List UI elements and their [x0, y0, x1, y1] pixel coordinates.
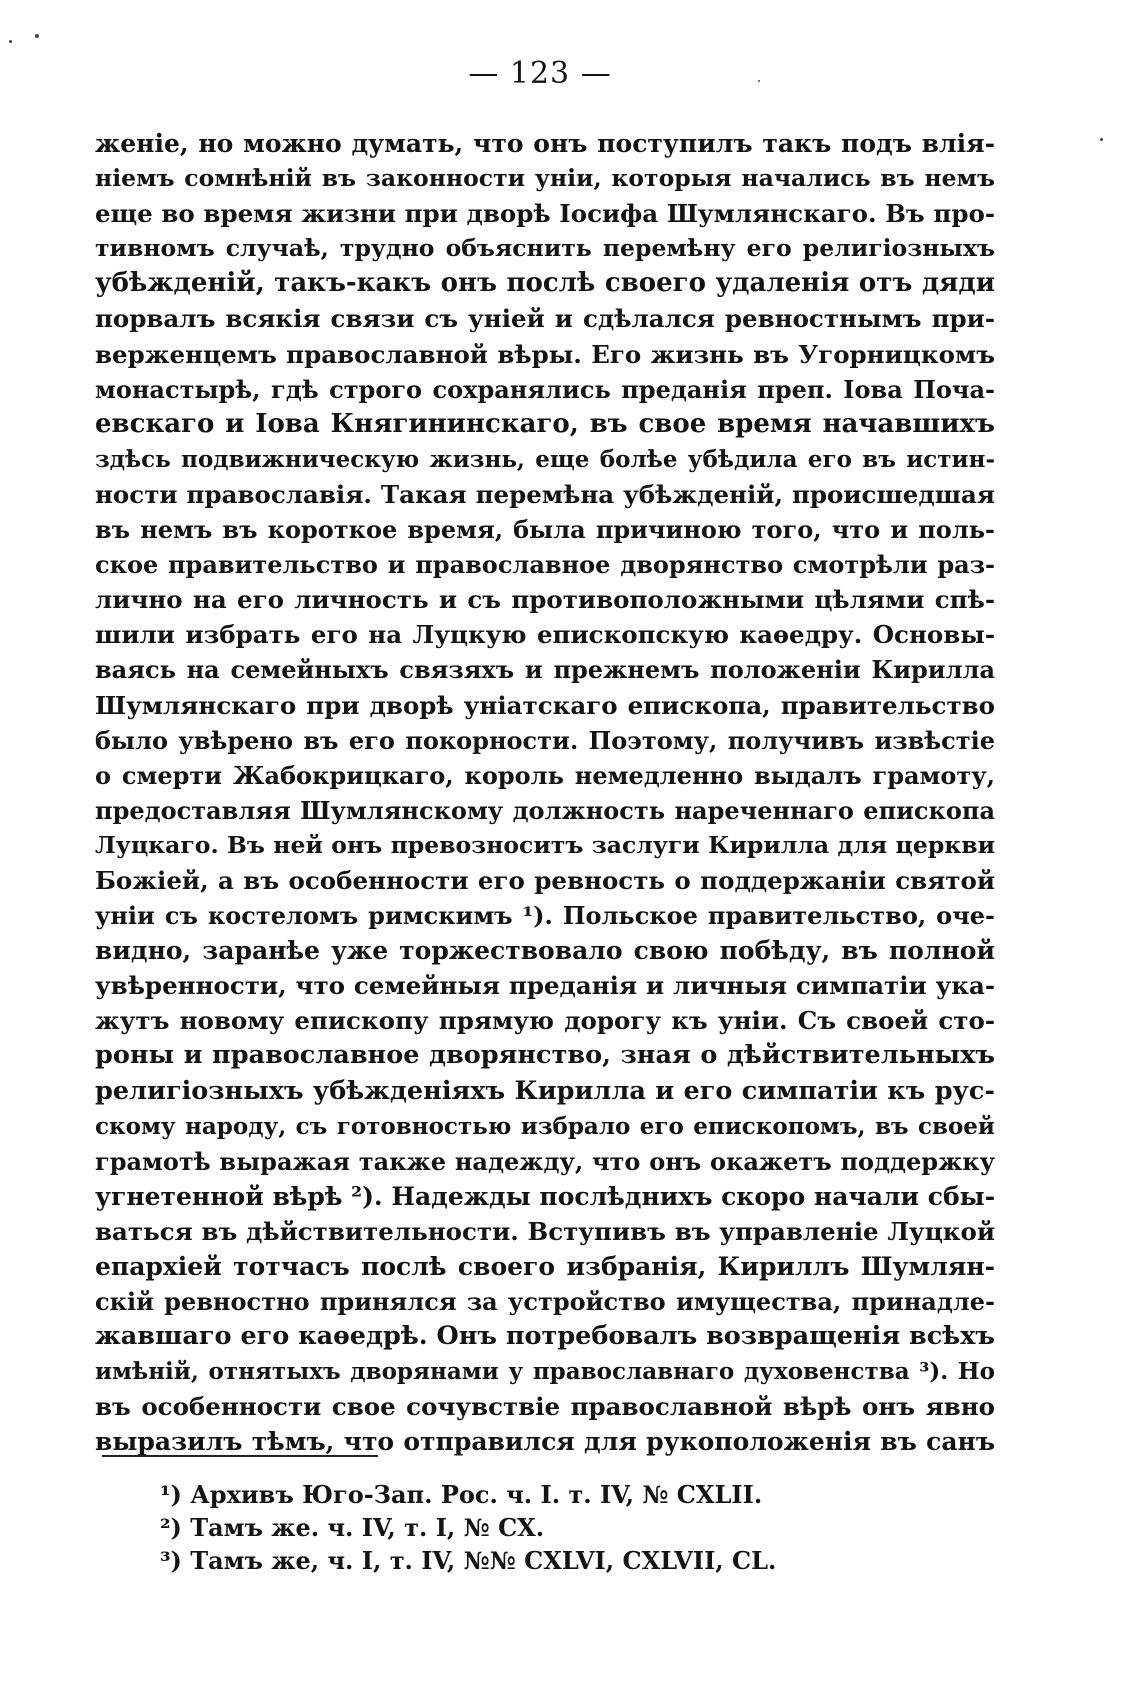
- scan-speck: [9, 40, 12, 43]
- footnote-2: [160, 1511, 860, 1544]
- footnote-mark: ³): [160, 1546, 182, 1575]
- footnote-text: Архивъ Юго-Зап. Рос. ч. I. т. IV, № CXLII.: [190, 1480, 763, 1509]
- footnote-text: Тамъ же. ч. IV, т. I, № CX.: [190, 1513, 545, 1542]
- text-line: религіозныхъ убѣжденіяхъ Кирилла и его симпатіи къ рус-: [95, 1075, 995, 1106]
- scan-speck: [35, 34, 39, 38]
- text-line: жутъ новому епископу прямую дорогу къ уніи. Съ своей сто-: [95, 1006, 995, 1036]
- text-line: женіе, но можно думать, что онъ поступилъ такъ подъ влія-: [95, 129, 995, 158]
- text-line: о смерти Жабокрицкаго, король немедленно выдалъ грамоту,: [95, 760, 995, 790]
- page-number: — 123 —: [468, 56, 612, 91]
- footnote-rule: [102, 1455, 378, 1457]
- footnote-mark: ¹): [160, 1480, 182, 1509]
- text-line: убѣжденій, такъ-какъ онъ послѣ своего удаленія отъ дяди: [95, 268, 995, 299]
- scan-speck: [1100, 138, 1103, 141]
- text-line: порвалъ всякія связи съ уніей и сдѣлался ревностнымъ при-: [95, 304, 995, 334]
- text-line: епархіей тотчасъ послѣ своего избранія, Кириллъ Шумлян-: [95, 1252, 995, 1281]
- footnote-3: [160, 1544, 860, 1577]
- text-line: видно, заранѣе уже торжествовало свою побѣду, въ полной: [95, 936, 995, 966]
- footnote-mark: ²): [160, 1513, 182, 1542]
- footnote-text: Тамъ же, ч. I, т. IV, №№ CXLVI, CXLVII, CL.: [190, 1546, 777, 1575]
- text-line: скому народу, съ готовностью избрало его епископомъ, въ своей: [95, 1112, 995, 1140]
- text-line: въ особенности свое сочувствіе православной вѣрѣ онъ явно: [95, 1392, 995, 1422]
- text-line: тивномъ случаѣ, трудно объяснить перемѣну его религіозныхъ: [95, 234, 995, 263]
- text-line: скій ревностно принялся за устройство имущества, принадле-: [95, 1287, 995, 1317]
- text-line: жавшаго его каѳедрѣ. Онъ потребовалъ возвращенія всѣхъ: [95, 1321, 995, 1352]
- text-line: Божіей, а въ особенности его ревность о поддержаніи святой: [95, 865, 995, 895]
- footnotes: [160, 1478, 860, 1577]
- text-line: ваться въ дѣйствительности. Вступивъ въ управленіе Луцкой: [95, 1216, 995, 1246]
- text-line: верженцемъ православной вѣры. Его жизнь въ Угорницкомъ: [95, 339, 995, 369]
- text-line: увѣренности, что семейныя преданія и личныя симпатіи ука-: [95, 971, 995, 1001]
- text-line: Шумлянскаго при дворѣ уніатскаго епископа, правительство: [95, 690, 995, 720]
- text-line: выразилъ тѣмъ, что отправился для рукоположенія въ санъ: [95, 1427, 995, 1457]
- text-line: угнетенной вѣрѣ ²). Надежды послѣднихъ скоро начали сбы-: [95, 1181, 996, 1211]
- text-line: здѣсь подвижническую жизнь, еще болѣе убѣдила его въ истин-: [95, 445, 995, 473]
- text-line: еще во время жизни при дворѣ Іосифа Шумлянскаго. Въ про-: [95, 199, 995, 229]
- text-line: лично на его личность и съ противоположными цѣлями спѣ-: [95, 585, 995, 615]
- text-line: ности православія. Такая перемѣна убѣжденій, происшедшая: [95, 479, 995, 509]
- body-text: [95, 126, 995, 1460]
- text-line: роны и православное дворянство, зная о дѣйствительныхъ: [95, 1040, 995, 1071]
- text-line: ніемъ сомнѣній въ законности уніи, которыя начались въ немъ: [95, 164, 995, 193]
- text-line: шили избрать его на Луцкую епископскую каѳедру. Основы-: [95, 620, 995, 650]
- text-line: было увѣрено въ его покорности. Поэтому, получивъ извѣстіе: [95, 725, 995, 755]
- text-line: евскаго и Іова Княгининскаго, въ свое время начавшихъ: [95, 408, 995, 439]
- text-line: грамотѣ выражая также надежду, что онъ окажетъ поддержку: [95, 1146, 995, 1176]
- text-line: ваясь на семейныхъ связяхъ и прежнемъ положеніи Кирилла: [95, 655, 995, 685]
- text-line: ское правительство и православное дворянство смотрѣли раз-: [95, 550, 995, 580]
- text-line: предоставляя Шумлянскому должность нареченнаго епископа: [95, 795, 995, 825]
- text-line: Луцкаго. Въ ней онъ превозноситъ заслуги Кирилла для церкви: [95, 830, 995, 859]
- text-line: уніи съ костеломъ римскимъ ¹). Польское правительство, оче-: [95, 901, 995, 931]
- text-line: въ немъ въ короткое время, была причиною того, что и поль-: [95, 515, 995, 545]
- text-line: монастырѣ, гдѣ строго сохранялись преданія преп. Іова Поча-: [95, 374, 995, 404]
- footnote-1: [160, 1478, 860, 1511]
- text-line: имѣній, отнятыхъ дворянами у православнаго духовенства ³). Но: [95, 1358, 995, 1386]
